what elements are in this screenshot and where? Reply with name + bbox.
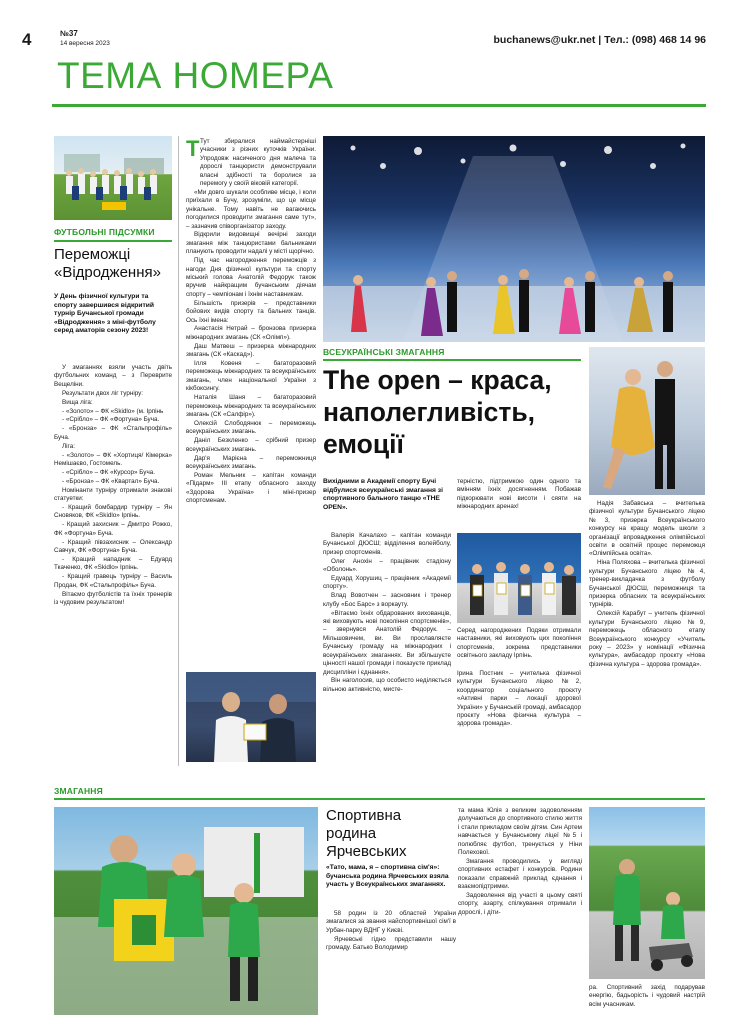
drop-cap: Т <box>186 136 200 161</box>
awarded-teachers-photo <box>457 533 581 623</box>
dance-lead: Вихідними в Академії спорту Бучі відбулися всеукраїнські змагання зі спортивного бального танцю «THE OPEN». <box>323 478 443 511</box>
col2-paragraph: Ілля Ковеня – багаторазовий переможець міжнародних та всеукраїнських змагань, член національної України з кікбоксингу. <box>186 360 316 393</box>
football-paragraph: Результати двох ліг турніру: <box>62 389 144 397</box>
dance-rubric-rule <box>323 359 581 361</box>
col2-body <box>186 138 316 506</box>
family-col-b <box>458 807 582 918</box>
dance-paragraph: Олег Анохін – працівник стадіону «Оболонь». <box>323 557 451 574</box>
col2-paragraph: Роман Мельник – капітан команди «Підарм» III етапу обласного заходу «Здорова Україна» і міні-призер спортсменам. <box>186 471 316 505</box>
football-paragraph: - Кращий нападник – Едуард Ткаченко, ФК «Skidlo» Ірпінь. <box>54 555 172 572</box>
col2-paragraph: Олексій Слободянюк – переможець всеукраїнських змагань. <box>186 419 316 436</box>
dance-paragraph: Едуард Хорушиц – працівник «Академії спорту». <box>323 575 451 591</box>
col2-paragraph: Дар'я Марієна – переможниця всеукраїнських змагань. <box>186 454 316 470</box>
football-team-photo <box>54 136 172 220</box>
dance-paragraph: Ніна Поляхова – вчителька фізичної культури Бучанського ліцею №4, тренер-викладачка з футболу Бучанської ДЮСШ, переможниця та призерка обласних та всеукраїнських турнірів. <box>589 559 705 609</box>
col2-paragraph: Даніл Безкленко – срібний призер всеукраїнських змагань. <box>186 437 316 453</box>
family-rubric: ЗМАГАННЯ <box>54 786 103 796</box>
football-body <box>54 364 172 608</box>
dance-headline <box>323 364 585 460</box>
dance-floor-illustration <box>323 136 705 342</box>
page-number: 4 <box>22 30 32 49</box>
family-headline <box>326 807 456 861</box>
dance-floor-photo <box>323 136 705 342</box>
awarded-teachers-caption: Серед нагороджених Подяки отримали наставники, які виховують цих покоління спортсменів, зокрема представники освітнього закладу Ірпінь. <box>457 627 581 660</box>
col2-paragraph: Наталія Шаня – багаторазовий переможець міжнародних та всеукраїнських змагань (СК «Салфір»). <box>186 394 316 418</box>
dance-col-b-top: терністю, підтримкою один одного та вмінням їхніх досягненням. Побажав підкорювати нові висоти і сяяти на міжнародних аренах! <box>457 478 581 511</box>
dance-col-b-rest: Ірина Постник – учителька фізичної культури Бучанського ліцею №2, координатор соціального проєкту «Активні парки – локації здорової України» у Бучанській громаді, амбасадор проєкту «Нова фізична культура – здорова громада». <box>457 670 581 728</box>
col2-paragraph: Даш Матвеш – призерка міжнародних змагань (СК «Каскад»). <box>186 342 316 359</box>
award-ceremony-illustration <box>186 672 316 762</box>
football-lead: У День фізичної культури та спорту завершився відкритий турнір Бучанської громади «Відродження» з міні-футболу серед аматорів сезону 2023! <box>54 293 156 335</box>
section-title: ТЕМА НОМЕРА <box>57 55 334 96</box>
family-illustration <box>54 807 318 1015</box>
dance-couple-photo <box>589 347 705 495</box>
family-paragraph: Ярчевські гідно представили нашу громаду. Батько Володимир <box>326 935 456 952</box>
football-paragraph: Вища ліга: <box>62 398 93 406</box>
dance-headline-line: наполегливість, <box>323 397 536 427</box>
dance-paragraph: Влад Вовотчен – засновник і тренер клубу «Бос Барс» з воркауту. <box>323 592 451 608</box>
football-paragraph: - Кращий захисник – Дмитро Рожко, ФК «Фортуна» Буча. <box>54 521 172 537</box>
family-headline-line: Спортивна <box>326 807 402 824</box>
family-paragraph: Задоволення від участі в цьому святі спорту, азарту, спілкування отримали і дорослі, і діти- <box>458 892 582 916</box>
family-col-a <box>326 910 456 953</box>
contacts[interactable]: buchanews@ukr.net | Тел.: (098) 468 14 96 <box>493 34 706 46</box>
col2-paragraph: Анастасія Нетрай – бронзова призерка міжнародних змагань (СК «Олімп»). <box>186 325 316 341</box>
header-rule <box>52 104 706 107</box>
family-photo <box>54 807 318 1015</box>
family-paragraph: Змагання проводились у вигляді спортивних естафет і конкурсів. Родини показали справжній приклад єднання і взаємопідтримки. <box>458 857 582 891</box>
award-ceremony-photo <box>186 672 316 762</box>
issue-date: 14 вересня 2023 <box>60 40 110 47</box>
dance-paragraph: Він наголосив, що особисто неділяється вільною активністю, мисте- <box>323 677 451 693</box>
col2-paragraph: Тут збиралися наймайстерніші учасники з різних куточків України. Упродовж насиченого дня малеча та дорослі танцюристи демонстрували власні здібності та боролися за перемогу у своїй віковій категорії. <box>200 138 316 188</box>
football-rubric: ФУТБОЛЬНІ ПІДСУМКИ <box>54 227 155 237</box>
col2-paragraph: Під час нагородження переможців з нагоди Дня фізичної культури та спорту міський голова Анатолій Федорук також вручив найкращим бучанським діячам спорту – чемпіонам і їхнім наставникам. <box>186 257 316 298</box>
col2-paragraph: Більшість призерів – представники бойових видів спорту та бальних танців. Ось їхні імена: <box>186 299 316 324</box>
family-headline-line: родина <box>326 825 377 842</box>
football-paragraph: Ліга: <box>62 442 75 450</box>
awarded-teachers-illustration <box>457 533 581 623</box>
football-paragraph: - «Бронза» – ФК «Стальпрофіль» Буча. <box>54 425 172 441</box>
family-race-photo <box>589 807 705 979</box>
football-paragraph: - «Золото» – ФК «Skidlo» (м. Ірпінь <box>62 407 164 415</box>
football-rubric-rule <box>54 240 172 242</box>
dance-headline-line: The open – краса, <box>323 365 552 395</box>
family-paragraph: та мама Юлія з великим задоволенням долучаються до спортивного стилю життя і стали прикладом своїм дітям. Син Артем навчається у Бучанському ліцеї №5 і полюбляє футбол, тренується у Ніни Полехової. <box>458 807 582 857</box>
football-paragraph: Номінанти турніру отримали знакові статуетки: <box>54 486 172 503</box>
football-paragraph: - Кращий гравець турніру – Василь Продан, ФК «Стальпрофіль» Буча. <box>54 573 172 589</box>
family-headline-line: Ярчевських <box>326 843 407 860</box>
football-paragraph: Вітаємо футболістів та їхніх тренерів із чудовим результатом! <box>54 590 172 606</box>
family-paragraph: 58 родин із 20 областей України змагалися за звання найспортивнішої сім'ї в Урбан-парку ВДНГ у Києві. <box>326 910 456 934</box>
dance-couple-illustration <box>589 347 705 495</box>
football-paragraph: - «Срібло» – ФК «Курсор» Буча. <box>62 468 155 476</box>
football-team-illustration <box>54 136 172 220</box>
football-paragraph: - Кращий півзахисник – Олександр Савчук, ФК «Фортуна» Буча. <box>54 538 172 555</box>
dance-paragraph: «Вітаємо їхніх обдарованих вихованців, які виховують нові покоління спортсменів», – звернувся Анатолій Федорук. – Мільшовичем, ви. Ви прославляєте Бучанську громаду на міжнародних і всеукраїнських змаганнях. Ви збільшуєте цінності нашої громади і показуєте приклад дисципліни і єднання». <box>323 609 451 676</box>
football-paragraph: - «Срібло» – ФК «Фортуна» Буча. <box>62 416 160 424</box>
dance-paragraph: Валерія Качалахо – капітан команди Бучанської ДЮСШ; відділення волейболу, призер спортсменів. <box>323 532 451 556</box>
col2-paragraph: Відкрили видовищні вечірні заходи змагання між танцюристами бальниками планують проводити надалі у місті щорічно. <box>186 231 316 256</box>
col2-paragraph: «Ми довго шукали особливе місце, і коли приїхали в Бучу, зрозуміли, що це місце унікальне. Тому навіть не вагаючись погодилися проводити змагання саме тут», – зазначив співорганізатор заходу. <box>186 188 316 230</box>
football-paragraph: У змаганнях взяли участь двіть футбольних команд – з Переврите Вещеліни. <box>54 364 172 388</box>
family-race-illustration <box>589 807 705 979</box>
family-lead: «Тато, мама, я – спортивна сім'я»: бучанська родина Ярчевських взяла участь у Всеукраїнських змаганнях. <box>326 864 449 889</box>
dance-rubric: ВСЕУКРАЇНСЬКІ ЗМАГАННЯ <box>323 347 445 357</box>
football-paragraph: - «Бронза» – ФК «Квартал» Буча. <box>62 477 160 485</box>
football-paragraph: - Кращий бомбардир турніру – Ян Сновяков, ФК «Skidlo» Ірпінь. <box>54 504 172 520</box>
issue-number: №37 <box>60 29 78 38</box>
dance-col-c <box>589 500 705 670</box>
dance-paragraph: Надія Забавська – вчителька фізичної культури Бучанського ліцею №3, призерка Всеукраїнського конкурсу на кращу модель школи з організації впровадження олімпійської освіти в освітній процес переможця «Олімпійська освіта». <box>589 500 705 558</box>
dance-col-a <box>323 532 451 695</box>
dance-paragraph: Олексій Карабут – учитель фізичної культури Бучанського ліцею №9, переможець обласного етапу Всеукраїнського конкурсу «Учитель року – 2023» у номінації «Фізична культура», амбасадор проєкту «Нова фізична культура – здорова громада». <box>589 610 705 668</box>
dance-headline-line: емоції <box>323 429 404 459</box>
football-paragraph: - «Золото» – ФК «Хортиця/ Кімерка» Немішаєво, Гостомель. <box>54 451 172 467</box>
family-rubric-rule <box>54 798 705 800</box>
football-headline: Переможці «Відродження» <box>54 246 161 281</box>
column-divider <box>178 136 179 766</box>
family-col-c: ра. Спортивний захід подарував енергію, бадьорість і чудовий настрій всім учасникам. <box>589 984 705 1008</box>
